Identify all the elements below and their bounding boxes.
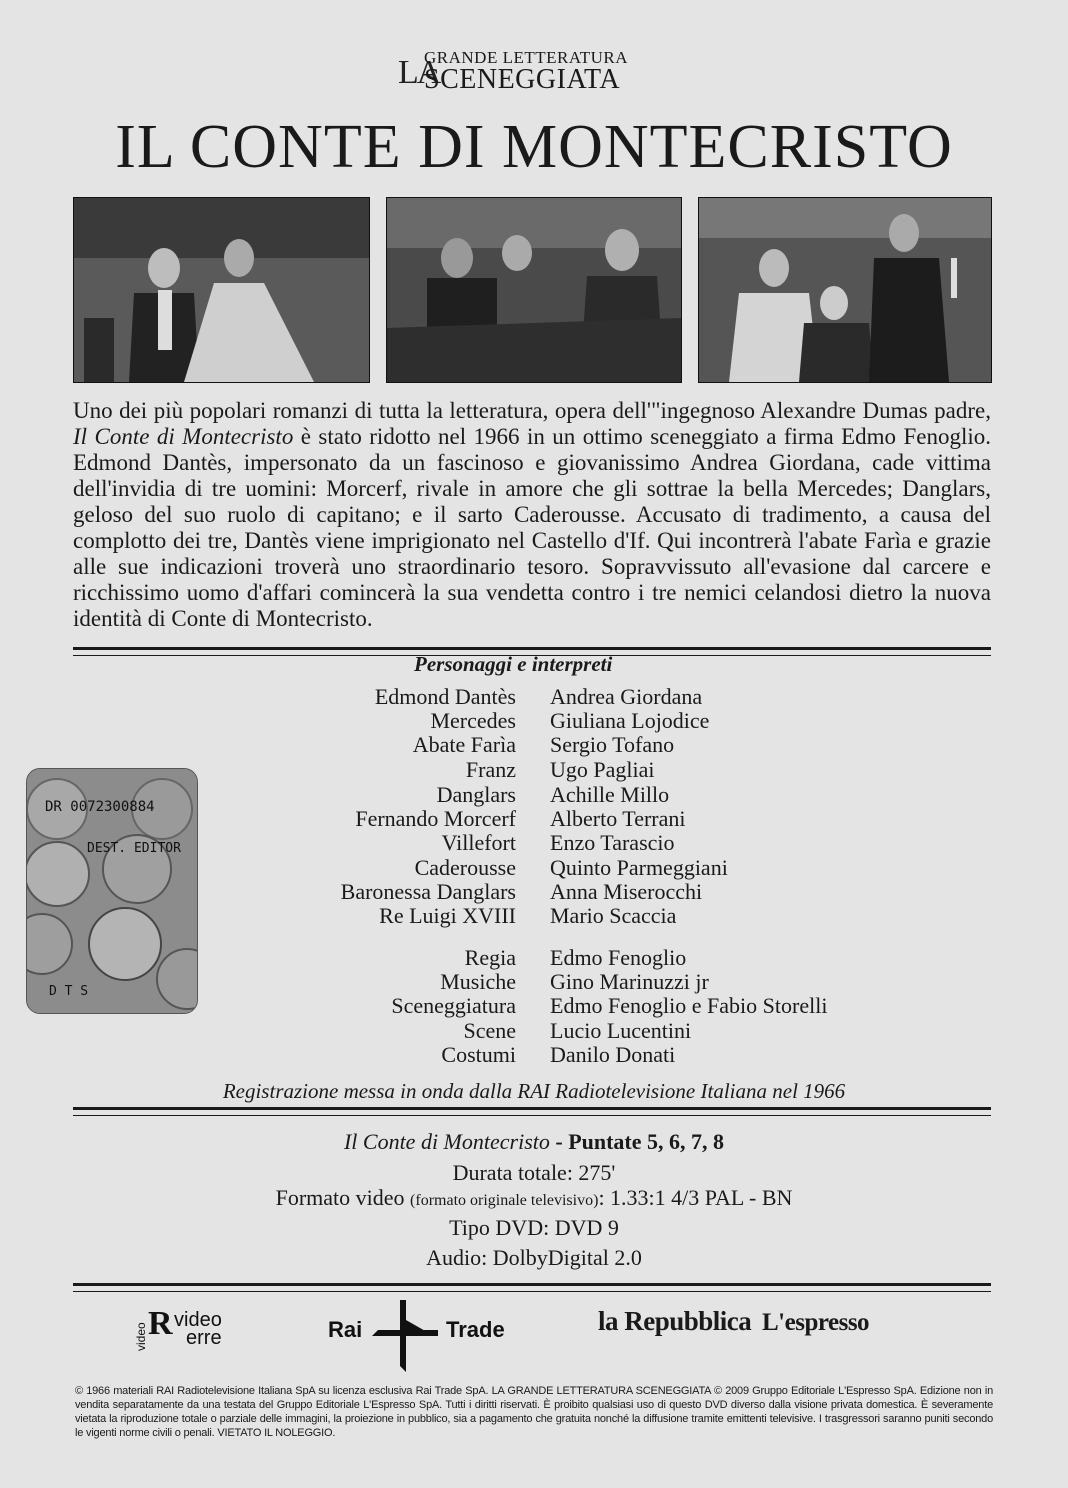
cast-actor: Quinto Parmeggiani [550,855,728,880]
cast-role: Mercedes [430,708,516,733]
cast-row [200,709,900,733]
cast-row [200,807,900,831]
cast-row [200,856,900,880]
sticker-dts: D T S [49,984,89,999]
videoerre-logo [134,1303,254,1353]
cast-role: Villefort [441,830,516,855]
videoerre-r: R [148,1305,173,1342]
spec-format [0,1185,1068,1211]
still-photo-ballroom [73,197,370,383]
cast-role: Danglars [436,782,516,807]
cast-row [200,880,900,904]
synopsis-part2: è stato ridotto nel 1966 in un ottimo sceneggiato a firma Edmo Fenoglio. Edmond Dantès, impersonato da un fascinoso e giovanissimo Andrea Giordana, cade vittima dell'invidia di tre uomini: Morcerf, rivale in amore che gli sottrae la bella Mercedes; Danglars, geloso del suo ruolo di capitano; e il sarto Caderousse. Accusato di tradimento, a causa del complotto dei tre, Dantès viene imprigionato nel Castello d'If. Qui incontrerà l'abate Farìa e grazie alle sue indicazioni troverà uno straordinario tesoro. Sopravvissuto all'evasione dal carcere e ricchissimo uomo d'affari comincerà la sua vendetta contro i tre nemici celandosi dietro la nuova identità di Conte di Montecristo. [73,424,992,631]
crew-role: Musiche [440,969,516,994]
cast-role: Caderousse [414,855,516,880]
crew-row [200,970,900,994]
espresso-logo: L'espresso [762,1309,870,1336]
sticker-code: DR 0072300884 [45,799,155,815]
crew-name: Edmo Fenoglio e Fabio Storelli [550,993,828,1018]
spec-title: Il Conte di Montecristo [343,1129,550,1154]
cast-actor: Achille Millo [550,782,670,807]
series-logo-la: LA [398,54,440,91]
cast-role: Franz [465,757,516,782]
cast-heading: Personaggi e interpreti [414,652,613,676]
spec-audio: Audio: DolbyDigital 2.0 [426,1245,642,1270]
series-logo [380,40,680,100]
trade-text: Trade [446,1317,505,1342]
synopsis-part1: Uno dei più popolari romanzi di tutta la letteratura, opera dell'"ingegnoso Alexandre Dumas padre, [73,398,991,423]
spec-dvd-type: Tipo DVD: DVD 9 [449,1215,619,1240]
cast-row [200,831,900,855]
spec-format-value: : 1.33:1 4/3 PAL - BN [598,1185,793,1210]
spec-episodes [0,1129,1068,1155]
crew-name: Edmo Fenoglio [550,945,687,970]
cast-actor: Mario Scaccia [550,903,677,928]
crew-name: Gino Marinuzzi jr [550,969,709,994]
sticker-dest: DEST. EDITOR [87,841,181,856]
cast-role: Edmond Dantès [374,684,516,709]
cast-actor: Sergio Tofano [550,732,675,757]
crew-row [200,1043,900,1067]
spec-episodes-text: - Puntate 5, 6, 7, 8 [549,1129,725,1154]
crew-role: Regia [464,945,516,970]
cast-role: Re Luigi XVIII [379,903,516,928]
page-title: IL CONTE DI MONTECRISTO [115,113,953,181]
divider-rule [73,1107,991,1116]
cast-actor: Ugo Pagliai [550,757,655,782]
cast-actor: Andrea Giordana [550,684,703,709]
divider-rule [73,1283,991,1292]
spec-format-label: Formato video [275,1185,411,1210]
cast-role: Abate Farìa [412,732,516,757]
spec-duration: Durata totale: 275' [452,1160,616,1185]
cast-role: Baronessa Danglars [340,879,516,904]
still-photo-tavern [386,197,682,383]
siae-hologram-sticker [26,768,198,1014]
crew-role: Scene [463,1018,516,1043]
spec-format-note: (formato originale televisivo) [410,1192,599,1209]
still-photo-drawing-room [698,197,992,383]
la-repubblica-logo: la Repubblica [598,1306,752,1336]
copyright-notice: © 1966 materiali RAI Radiotelevisione Italiana SpA su licenza esclusiva Rai Trade SpA. LA GRANDE LETTERATURA SCENEGGIATA © 2009 Gruppo Editoriale L'Espresso SpA. Edizione non in vendita separatamente da una testata del Gruppo Editoriale L'Espresso SpA. Tutti i diritti riservati. È proibito qualsiasi uso di questo DVD diverso dalla visione privata domestica. È severamente vietata la riproduzione totale o parziale delle immagini, la proiezione in pubblico, sia a pagamento che gratuita nonché la diffusione tramite emittenti televisive. I trasgressori saranno puniti secondo le vigenti norme civili o penali. VIETATO IL NOLEGGIO. [75,1385,993,1439]
rai-trade-mark-icon [372,1300,442,1372]
cast-row [200,904,900,928]
videoerre-line2: erre [186,1327,222,1349]
crew-row [200,994,900,1018]
cast-row [200,783,900,807]
cast-row [200,758,900,782]
broadcast-note: Registrazione messa in onda dalla RAI Radiotelevisione Italiana nel 1966 [222,1079,846,1103]
rai-trade-logo [328,1300,528,1372]
rai-text: Rai [328,1317,363,1342]
crew-role: Sceneggiatura [391,993,516,1018]
cast-row [200,685,900,709]
crew-name: Danilo Donati [550,1042,676,1067]
crew-role: Costumi [441,1042,516,1067]
series-logo-line2: SCENEGGIATA [424,64,621,95]
cast-actor: Enzo Tarascio [550,830,675,855]
crew-row [200,946,900,970]
crew-row [200,1019,900,1043]
synopsis-title-italic: Il Conte di Montecristo [73,424,294,449]
cast-role: Fernando Morcerf [355,806,516,831]
cast-row [200,733,900,757]
videoerre-small-text: video [134,1322,148,1351]
cast-actor: Anna Miserocchi [550,879,703,904]
synopsis-text [73,398,991,632]
cast-actor: Giuliana Lojodice [550,708,710,733]
series-logo-line1: GRANDE LETTERATURA [424,48,629,67]
cast-actor: Alberto Terrani [550,806,686,831]
videoerre-line1: video [174,1309,222,1331]
crew-name: Lucio Lucentini [550,1018,692,1043]
